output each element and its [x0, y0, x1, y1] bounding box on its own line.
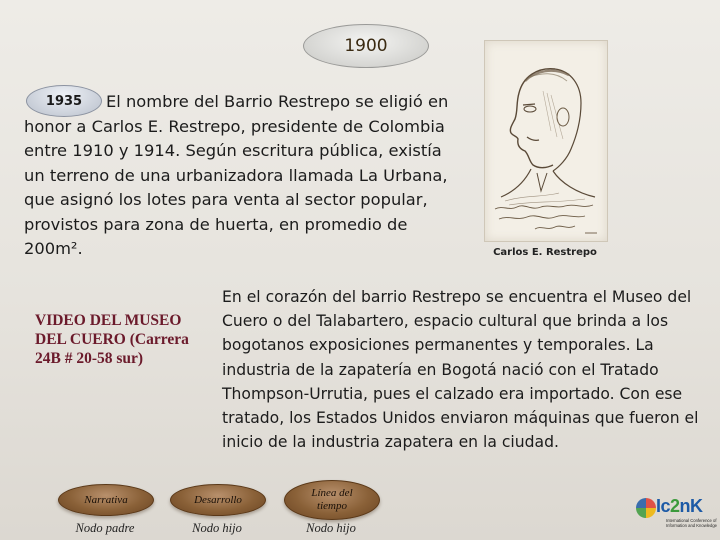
desarrollo-node-label: Nodo hijo: [192, 521, 242, 535]
narrativa-node-label: Nodo padre: [75, 521, 135, 535]
portrait-image: [484, 40, 608, 242]
year-1935-label: 1935: [45, 93, 83, 109]
narrativa-button[interactable]: [58, 484, 154, 516]
ic2nk-logo: [636, 496, 720, 540]
linea-del-tiempo-button-label: Línea del tiempo: [311, 487, 353, 512]
intro-paragraph: El nombre del Barrio Restrepo se eligió en honor a Carlos E. Restrepo, presidente de Colombia entre 1910 y 1914. Según escritura pública, existía un terreno de una urbanizadora llamada La Urbana, que asignó los lotes para venta al sector popular, provistos para zona de huerta, en promedio de 200m².: [24, 92, 449, 258]
narrativa-button-label: Narrativa: [84, 493, 128, 506]
ic2nk-logo-text: Ic2nK: [656, 496, 703, 516]
year-header-badge: [303, 24, 429, 68]
desarrollo-button[interactable]: [170, 484, 266, 516]
portrait-caption: Carlos E. Restrepo: [493, 247, 597, 258]
portrait-sketch: [485, 41, 607, 241]
ic2nk-logo-icon: [636, 498, 656, 518]
museum-video-link[interactable]: VIDEO DEL MUSEO DEL CUERO (Carrera 24B # 20-58 sur): [35, 312, 189, 368]
linea-del-tiempo-node-label: Nodo hijo: [306, 521, 356, 535]
year-header-label: 1900: [344, 36, 388, 56]
ic2nk-logo-subtitle: International Conference of Information and Knowledge: [666, 518, 717, 528]
year-1935-badge[interactable]: [26, 85, 102, 117]
museum-paragraph: En el corazón del barrio Restrepo se encuentra el Museo del Cuero o del Talabartero, espacio cultural que brinda a los bogotanos exposiciones permanentes y temporales. La industria de la zapatería en Bogotá nació con el Tratado Thompson-Urrutia, pues el calzado era importado. Con ese tratado, los Estados Unidos enviaron máquinas que fueron el inicio de la industria zapatera en la ciudad.: [222, 288, 699, 452]
linea-del-tiempo-button[interactable]: [284, 480, 380, 520]
desarrollo-button-label: Desarrollo: [194, 493, 242, 506]
